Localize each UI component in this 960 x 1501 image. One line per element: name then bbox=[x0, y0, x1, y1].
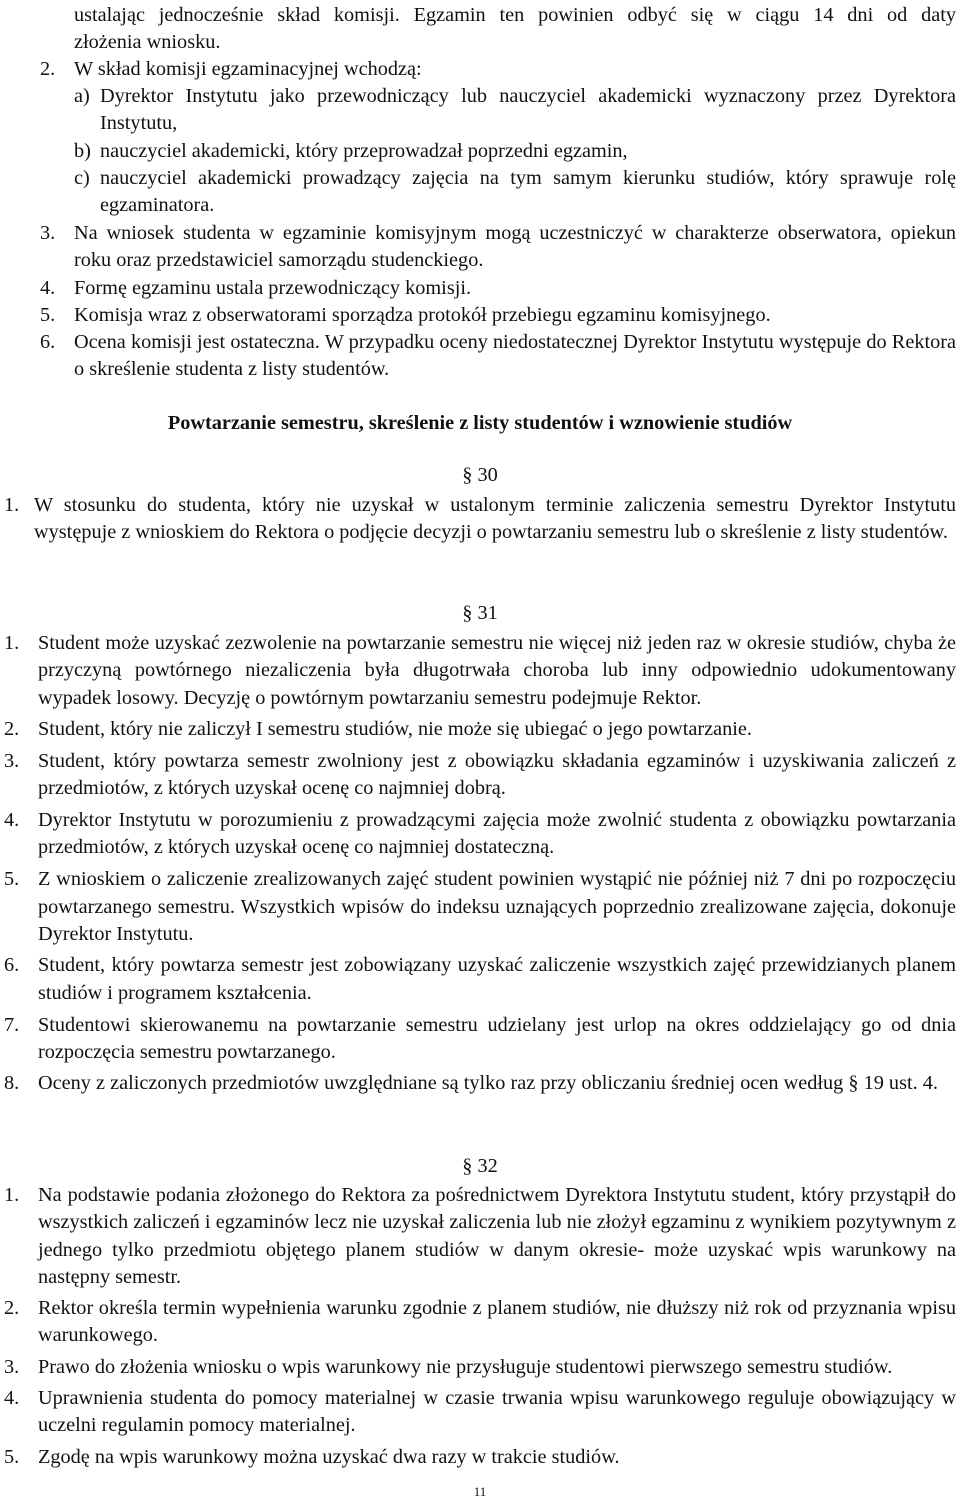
list-item: W skład komisji egzaminacyjnej wchodzą: bbox=[74, 58, 422, 80]
list-item bbox=[0, 1444, 960, 1471]
item-number: 4. bbox=[4, 808, 20, 831]
item-number: 1. bbox=[4, 632, 20, 654]
list-item bbox=[0, 866, 960, 948]
item-text: Studentowi skierowanemu na powtarzanie semestru udzielany jest urlop na okres oddzielający go od dnia rozpoczęcia semestru powtarzanego. bbox=[38, 1013, 956, 1064]
item-number: 1. bbox=[4, 494, 20, 516]
item-number: 6. bbox=[40, 331, 56, 353]
item-text: Student, który powtarza semestr jest zobowiązany uzyskać zaliczenie wszystkich zajęć przewidzianych planem studiów i programem kształcenia. bbox=[38, 954, 956, 1004]
item-text: Oceny z zaliczonych przedmiotów uwzględniane są tylko raz przy obliczaniu średniej ocen według § 19 ust. 4. bbox=[38, 1072, 938, 1095]
paragraph-label: § 32 bbox=[462, 1155, 498, 1177]
item-text: Na podstawie podania złożonego do Rektora za pośrednictwem Dyrektora Instytutu student, który przystąpił do wszystkich zaliczeń i egzaminów lecz nie uzyskał zaliczenia lub nie złożył egzaminu z wynikiem pozytywnym z jednego tylko przedmiotu objętego planem studiów w danym okresie- może uzyskać wpis warunkowy na następny semestr. bbox=[38, 1184, 956, 1288]
item-number: 5. bbox=[4, 1445, 20, 1468]
list-item bbox=[0, 1012, 960, 1067]
list-item: Komisja wraz z obserwatorami sporządza protokół przebiegu egzaminu komisyjnego. bbox=[74, 304, 771, 326]
subitem-letter: c) bbox=[74, 167, 90, 189]
item-number: 1. bbox=[4, 1184, 20, 1206]
item-text: Uprawnienia studenta do pomocy materialnej w czasie trwania wpisu warunkowego reguluje obowiązujący w uczelni regulamin pomocy materialnej. bbox=[38, 1387, 956, 1437]
list-item bbox=[0, 1385, 960, 1440]
item-number: 5. bbox=[4, 868, 20, 891]
item-number: 2. bbox=[40, 58, 56, 80]
item-text: Dyrektor Instytutu w porozumieniu z prowadzącymi zajęcia może zwolnić studenta z obowiązku powtarzania przedmiotów, z których uzyskał ocenę co najmniej dostateczną. bbox=[38, 808, 956, 859]
item-number: 2. bbox=[4, 1297, 20, 1320]
section-heading: Powtarzanie semestru, skreślenie z listy studentów i wznowienie studiów bbox=[167, 412, 793, 434]
subitem-a: Dyrektor Instytutu jako przewodniczący lub nauczyciel akademicki wyznaczony przez Dyrektora Instytutu, bbox=[100, 85, 956, 135]
list-item bbox=[0, 748, 960, 803]
subitem-c: nauczyciel akademicki prowadzący zajęcia na tym samym kierunku studiów, który sprawuje rolę egzaminatora. bbox=[100, 167, 956, 217]
page-number: 11 bbox=[473, 1484, 487, 1499]
list-item bbox=[0, 630, 960, 712]
list-item bbox=[0, 1295, 960, 1350]
list-item bbox=[0, 1070, 960, 1097]
item-number: 3. bbox=[4, 750, 20, 773]
list-item: Na wniosek studenta w egzaminie komisyjnym mogą uczestniczyć w charakterze obserwatora, opiekun roku oraz przedstawiciel samorządu studenckiego. bbox=[74, 222, 956, 272]
item-number: 8. bbox=[4, 1072, 20, 1095]
list-item bbox=[0, 1182, 960, 1291]
item-number: 4. bbox=[4, 1387, 20, 1410]
item-text: Z wnioskiem o zaliczenie zrealizowanych zajęć student powinien wystąpić nie później niż 7 dni po rozpoczęciu powtarzanego semestru. Wszystkich wpisów do indeksu uznających poprzednio zrealizowane zajęcia, dokonuje Dyrektor Instytutu. bbox=[38, 868, 956, 945]
item-text: Student, który powtarza semestr zwolniony jest z obowiązku składania egzaminów i uzyskiwania zaliczeń z przedmiotów, z których uzyskał ocenę co najmniej dobrą. bbox=[38, 750, 956, 800]
subitem-letter: b) bbox=[74, 140, 91, 162]
list-item bbox=[0, 807, 960, 862]
item-number: 3. bbox=[40, 222, 56, 244]
item-number: 6. bbox=[4, 954, 20, 977]
item-number: 2. bbox=[4, 717, 20, 740]
item-number: 4. bbox=[40, 277, 56, 299]
intro-line-1: ustalając jednocześnie skład komisji. Egzamin ten powinien odbyć się w ciągu 14 dni od daty bbox=[74, 4, 956, 26]
list-item: W stosunku do studenta, który nie uzyskał w ustalonym terminie zaliczenia semestru Dyrektor Instytutu występuje z wnioskiem do Rektora o podjęcie decyzji o powtarzaniu semestru lub o skreślenie z listy studentów. bbox=[34, 494, 956, 544]
paragraph-32-list bbox=[0, 1182, 960, 1471]
item-text: Rektor określa termin wypełnienia warunku zgodnie z planem studiów, nie dłuższy niż rok od przyznania wpisu warunkowego. bbox=[38, 1297, 956, 1347]
subitem-b: nauczyciel akademicki, który przeprowadzał poprzedni egzamin, bbox=[100, 140, 628, 162]
list-item bbox=[0, 1354, 960, 1381]
item-number: 5. bbox=[40, 304, 56, 326]
list-item bbox=[0, 952, 960, 1007]
list-item bbox=[0, 716, 960, 743]
item-number: 7. bbox=[4, 1013, 20, 1036]
paragraph-31-list bbox=[0, 630, 960, 1098]
item-text: Zgodę na wpis warunkowy można uzyskać dwa razy w trakcie studiów. bbox=[38, 1445, 620, 1468]
item-text: Student może uzyskać zezwolenie na powtarzanie semestru nie więcej niż jeden raz w okresie studiów, chyba że przyczyną powtórnego niezaliczenia była długotrwała choroba lub inny odpowiednio udokumentowany wypadek losowy. Decyzję o powtórnym powtarzaniu semestru podejmuje Rektor. bbox=[38, 632, 956, 709]
paragraph-label: § 30 bbox=[462, 464, 498, 486]
subitem-letter: a) bbox=[74, 85, 90, 107]
list-item: Ocena komisji jest ostateczna. W przypadku oceny niedostatecznej Dyrektor Instytutu występuje do Rektora o skreślenie studenta z listy studentów. bbox=[74, 331, 956, 381]
list-item: Formę egzaminu ustala przewodniczący komisji. bbox=[74, 277, 472, 299]
item-number: 3. bbox=[4, 1355, 20, 1378]
item-text: Student, który nie zaliczył I semestru studiów, nie może się ubiegać o jego powtarzanie. bbox=[38, 717, 752, 740]
item-text: Prawo do złożenia wniosku o wpis warunkowy nie przysługuje studentowi pierwszego semestru studiów. bbox=[38, 1355, 893, 1378]
paragraph-label: § 31 bbox=[462, 602, 498, 624]
intro-line-2: złożenia wniosku. bbox=[74, 31, 221, 53]
